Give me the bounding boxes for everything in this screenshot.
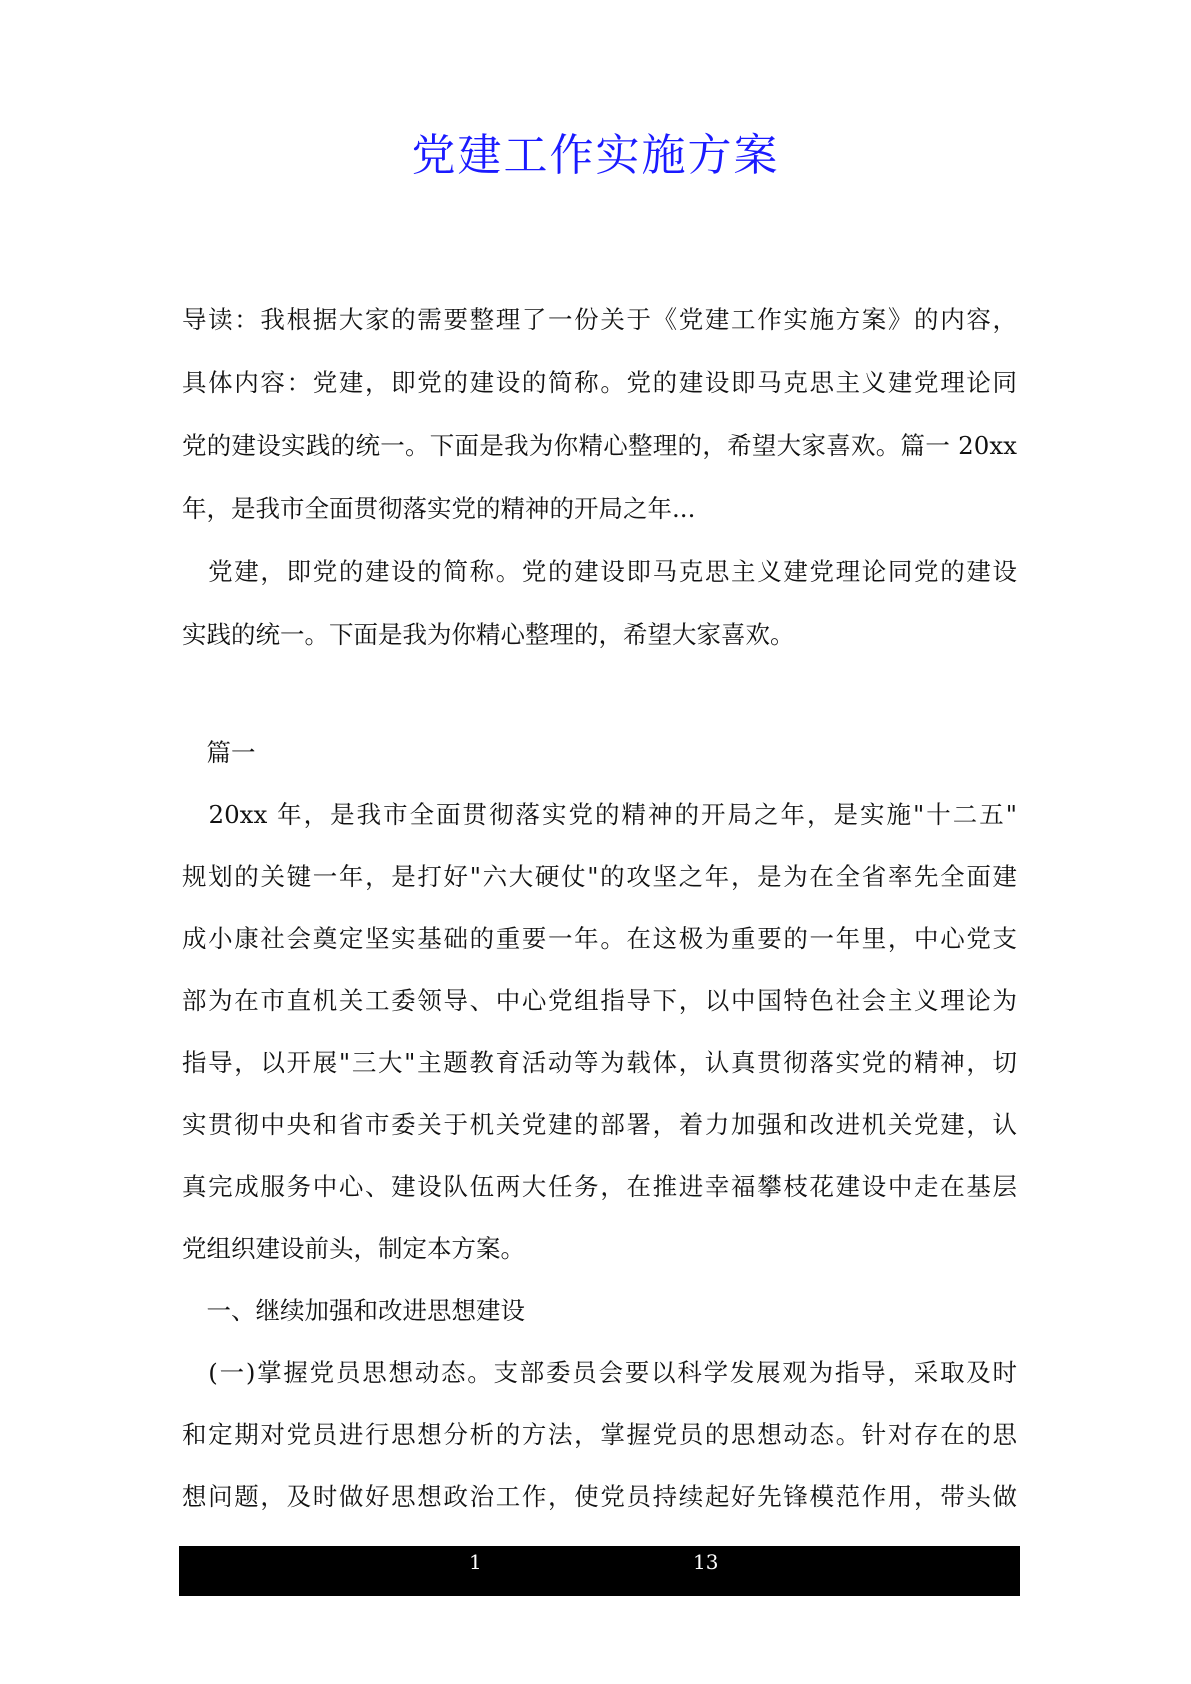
text-line: (一)掌握党员思想动态。支部委员会要以科学发展观为指导，采取及时 bbox=[182, 1358, 1017, 1387]
text-line: 部为在市直机关工委领导、中心党组指导下，以中国特色社会主义理论为 bbox=[182, 986, 1017, 1015]
text-line: 实贯彻中央和省市委关于机关党建的部署，着力加强和改进机关党建，认 bbox=[182, 1110, 1017, 1139]
document-title: 党建工作实施方案 bbox=[411, 130, 780, 181]
text-line: 想问题，及时做好思想政治工作，使党员持续起好先锋模范作用，带头做 bbox=[182, 1482, 1017, 1511]
text-line: 党组织建设前头，制定本方案。 bbox=[182, 1234, 525, 1263]
text-line: 实践的统一。下面是我为你精心整理的，希望大家喜欢。 bbox=[182, 620, 795, 649]
text-line: 20xx 年，是我市全面贯彻落实党的精神的开局之年，是实施"十二五" bbox=[182, 800, 1017, 829]
text-line: 导读：我根据大家的需要整理了一份关于《党建工作实施方案》的内容， bbox=[182, 305, 1017, 334]
text-line: 具体内容：党建，即党的建设的简称。党的建设即马克思主义建党理论同 bbox=[182, 368, 1017, 397]
page-footer bbox=[179, 1546, 1020, 1596]
section-heading: 一、继续加强和改进思想建设 bbox=[182, 1296, 525, 1325]
page-number: 1 bbox=[469, 1550, 482, 1574]
section-heading: 篇一 bbox=[182, 738, 256, 767]
text-line: 指导，以开展"三大"主题教育活动等为载体，认真贯彻落实党的精神，切 bbox=[182, 1048, 1017, 1077]
text-line: 党的建设实践的统一。下面是我为你精心整理的，希望大家喜欢。篇一 20xx bbox=[182, 431, 1017, 460]
text-line: 规划的关键一年，是打好"六大硬仗"的攻坚之年，是为在全省率先全面建 bbox=[182, 862, 1017, 891]
text-line: 真完成服务中心、建设队伍两大任务，在推进幸福攀枝花建设中走在基层 bbox=[182, 1172, 1017, 1201]
text-line: 和定期对党员进行思想分析的方法，掌握党员的思想动态。针对存在的思 bbox=[182, 1420, 1017, 1449]
text-line: 成小康社会奠定坚实基础的重要一年。在这极为重要的一年里，中心党支 bbox=[182, 924, 1017, 953]
page-total: 13 bbox=[693, 1550, 719, 1574]
text-line: 年，是我市全面贯彻落实党的精神的开局之年... bbox=[182, 494, 696, 523]
text-line: 党建，即党的建设的简称。党的建设即马克思主义建党理论同党的建设 bbox=[182, 557, 1017, 586]
